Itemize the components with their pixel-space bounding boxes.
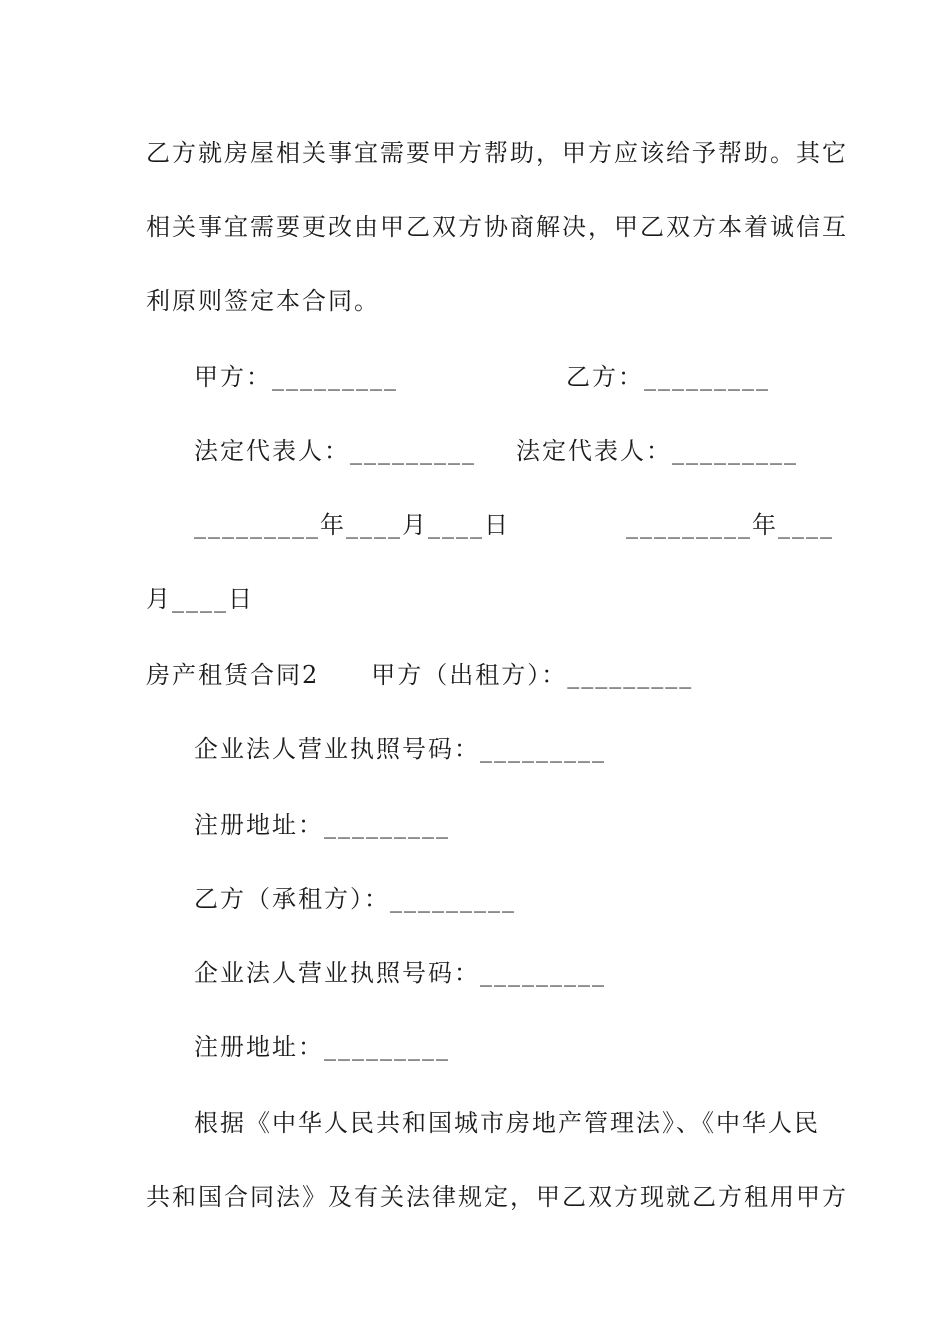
party-b-date-field-continued: 月____日 (146, 585, 254, 613)
paragraph-line: 利原则签定本合同。 (146, 287, 380, 315)
paragraph-line: 乙方就房屋相关事宜需要甲方帮助，甲方应该给予帮助。其它 (146, 139, 848, 167)
legal-basis-line: 根据《中华人民共和国城市房地产管理法》、《中华人民 (194, 1109, 820, 1137)
party-a-signature-field: 甲方：_________ (194, 363, 398, 391)
party-b-date-field: _________年____ (626, 511, 834, 539)
contract-2-title-line: 房产租赁合同2 甲方（出租方）：_________ (146, 661, 694, 689)
party-a-date-field: _________年____月____日 (194, 511, 510, 539)
party-a-legal-rep-field: 法定代表人：_________ (194, 437, 476, 465)
party-a-address-field: 注册地址：_________ (194, 811, 450, 839)
party-b-signature-field: 乙方：_________ (566, 363, 770, 391)
party-b-legal-rep-field: 法定代表人：_________ (516, 437, 798, 465)
paragraph-line: 相关事宜需要更改由甲乙双方协商解决，甲乙双方本着诚信互 (146, 213, 848, 241)
party-b-name-field: 乙方（承租方）：_________ (194, 885, 516, 913)
party-a-license-field: 企业法人营业执照号码：_________ (194, 735, 606, 763)
party-b-address-field: 注册地址：_________ (194, 1033, 450, 1061)
party-b-license-field: 企业法人营业执照号码：_________ (194, 959, 606, 987)
legal-basis-line: 共和国合同法》及有关法律规定，甲乙双方现就乙方租用甲方 (146, 1183, 848, 1211)
